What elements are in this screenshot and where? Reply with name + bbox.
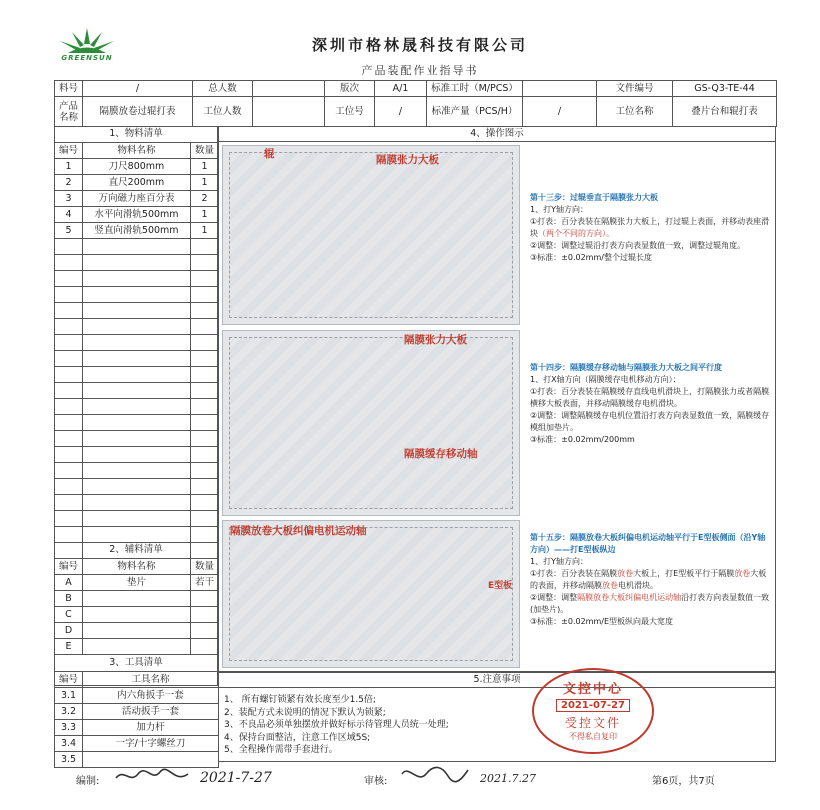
tools-cell: 3.5: [55, 752, 83, 768]
step13-line1: 1、打Y轴方向：: [530, 205, 588, 214]
materials-cell: 刀尺800mm: [83, 159, 191, 175]
step14-title: 第十四步：隔膜缓存移动轴与隔膜张力大板之间平行度: [530, 363, 722, 372]
table-row: [55, 704, 219, 720]
aux-cell: [83, 591, 191, 607]
assembly-photo-step13: [222, 145, 520, 325]
materials-cell: 1: [191, 223, 219, 239]
document-control-stamp: [532, 668, 654, 754]
step14-line2: ①打表：百分表装在隔膜缓存直线电机滑块上，打隔膜张力或者隔膜横移大板表面，并移动隔膜缓存电机滑块。: [530, 387, 770, 408]
note-item: 4、保持台面整洁，注意工作区域5S;: [224, 732, 371, 743]
step13-text: [530, 192, 770, 264]
step15-text-a: ①打表：百分表装在隔膜: [530, 569, 618, 578]
table-row: [55, 223, 219, 239]
materials-header-no: 编号: [55, 143, 83, 159]
callout-e-plate: E型板: [488, 581, 513, 591]
aux-cell: A: [55, 575, 83, 591]
step15-line3: [530, 592, 770, 616]
page-number: 第6页，共7页: [652, 776, 715, 787]
tools-cell: 3.4: [55, 736, 83, 752]
table-row: [55, 175, 219, 191]
tools-title: 3、工具清单: [109, 657, 163, 668]
materials-cell: 1: [191, 175, 219, 191]
photo-placeholder: [229, 337, 513, 509]
aux-cell: [191, 639, 219, 655]
materials-table: [54, 142, 219, 591]
stamp-top-text: 文控中心: [562, 682, 623, 697]
materials-cell: 竖直向滑轨500mm: [83, 223, 191, 239]
tools-header-no: 编号: [55, 672, 83, 688]
label-version: 版次: [325, 81, 375, 97]
step14-text: [530, 362, 770, 446]
materials-cell: 2: [191, 191, 219, 207]
materials-header-name: 物料名称: [83, 143, 191, 159]
assembly-photo-step14: [222, 330, 520, 516]
value-doc-no: GS-Q3-TE-44: [673, 81, 777, 97]
aux-header-no: 编号: [55, 559, 83, 575]
aux-header-name: 物料名称: [83, 559, 191, 575]
aux-cell: E: [55, 639, 83, 655]
value-part-no: /: [83, 81, 193, 97]
step13-title: 第十三步：过辊垂直于隔膜张力大板: [530, 193, 658, 202]
step14-line3: ②调整：调整隔膜缓存电机位置沿打表方向表显数值一致，隔膜缓存模组加垫片。: [530, 411, 770, 432]
callout-roller: 辊: [264, 148, 275, 160]
step13-line2-text: ①打表：百分表装在隔膜张力大板上，打过辊上表面，并移动表座滑块: [530, 217, 770, 238]
prepared-date: 2021-7-27: [200, 770, 272, 786]
materials-title: 1、物料清单: [109, 128, 163, 139]
label-total-staff: 总人数: [193, 81, 253, 97]
operations-title: 4、操作图示: [218, 127, 776, 142]
label-std-output: 标准产量（PCS/H）: [427, 97, 523, 127]
step15-line1: 1、打Y轴方向：: [530, 557, 588, 566]
tools-cell: 一字/十字螺丝刀: [83, 736, 219, 752]
stamp-date: 2021-07-27: [556, 699, 630, 712]
note-item: 3、不良品必须单独摆放并做好标示待管理人员统一处理;: [224, 720, 449, 730]
value-station-name: 叠片台和辊打表: [673, 97, 777, 127]
info-table: [54, 80, 777, 127]
table-row: [55, 736, 219, 752]
step15-line2: [530, 568, 770, 592]
aux-table: [54, 558, 219, 655]
materials-cell: 1: [55, 159, 83, 175]
value-product-name: 隔膜放卷过辊打表: [83, 97, 193, 127]
aux-title: 2、辅料清单: [109, 544, 163, 555]
aux-cell: 若干: [191, 575, 219, 591]
tools-cell: 活动扳手一套: [83, 704, 219, 720]
table-row: [55, 191, 219, 207]
value-total-staff: [253, 81, 325, 97]
review-label: 审核:: [364, 776, 388, 787]
step13-line2-highlight: （两个不同的方向）。: [538, 229, 614, 238]
step13-line2: [530, 216, 770, 240]
step13-line4: ③标准：±0.02mm/整个过辊长度: [530, 253, 652, 262]
step15-highlight-b: 放卷: [734, 569, 751, 578]
step14-line1: 1、打X轴方向（隔膜缓存电机移动方向）：: [530, 375, 681, 384]
tools-cell: 3.1: [55, 688, 83, 704]
table-row: [55, 623, 219, 639]
step15-text: [530, 532, 770, 628]
value-station-staff: [253, 97, 325, 127]
value-station-no: /: [375, 97, 427, 127]
document-title: 产品装配作业指导书: [361, 64, 479, 77]
assembly-photo-step15: [222, 520, 520, 668]
step15-title: 第十五步：隔膜放卷大板纠偏电机运动轴平行于E型板侧面（沿Y轴方向）——打E型板纵边: [530, 533, 766, 554]
tools-cell: 3.3: [55, 720, 83, 736]
aux-cell: 垫片: [83, 575, 191, 591]
photo-placeholder: [229, 527, 513, 661]
company-name: 深圳市格林晟科技有限公司: [311, 36, 528, 54]
table-row: [55, 575, 219, 591]
value-version: A/1: [375, 81, 427, 97]
value-std-time: [523, 81, 597, 97]
note-item: 2、装配方式未说明的情况下默认为锁紧;: [224, 707, 386, 718]
review-signature-icon: [398, 762, 470, 786]
step15-adjust-b: 沿打表方向表显数值一致(加垫片)。: [530, 593, 770, 614]
table-row: [55, 159, 219, 175]
step15-highlight-a: 放卷: [617, 569, 634, 578]
table-row: [55, 639, 219, 655]
materials-cell: 2: [55, 175, 83, 191]
aux-cell: [191, 607, 219, 623]
callout-unwind-axis: 隔膜放卷大板纠偏电机运动轴: [230, 525, 367, 537]
callout-tension-plate-2: 隔膜张力大板: [404, 334, 467, 346]
aux-cell: B: [55, 591, 83, 607]
step14-line4: ③标准：±0.02mm/200mm: [530, 435, 635, 444]
step15-highlight-c: 放卷: [602, 581, 618, 590]
prepared-label: 编制:: [76, 776, 100, 787]
step15-text-b: 大板上，打E型板平行于隔膜: [633, 569, 735, 578]
logo-text: GREENSUN: [61, 54, 113, 62]
materials-cell: 1: [191, 159, 219, 175]
label-station-staff: 工位人数: [193, 97, 253, 127]
notes-list: [224, 694, 544, 757]
step15-text-c: 大板的表面，并移动隔膜: [530, 569, 767, 590]
label-std-time: 标准工时（M/PCS）: [427, 81, 523, 97]
aux-cell: [83, 623, 191, 639]
tools-header-name: 工具名称: [83, 672, 219, 688]
label-product-name: 产品名称: [55, 97, 83, 127]
label-part-no: 料号: [55, 81, 83, 97]
company-logo: [52, 26, 122, 66]
materials-header-qty: 数量: [191, 143, 219, 159]
value-std-output: /: [523, 97, 597, 127]
aux-cell: [191, 591, 219, 607]
tools-cell: 加力杆: [83, 720, 219, 736]
prepared-signature-icon: [112, 764, 192, 788]
review-date: 2021.7.27: [480, 772, 536, 785]
aux-cell: C: [55, 607, 83, 623]
materials-cell: 4: [55, 207, 83, 223]
materials-cell: 5: [55, 223, 83, 239]
table-row: [55, 688, 219, 704]
aux-cell: D: [55, 623, 83, 639]
step13-line3: ②调整：调整过辊沿打表方向表显数值一致，调整过辊角度。: [530, 241, 746, 250]
table-row: [55, 591, 219, 607]
materials-cell: 1: [191, 207, 219, 223]
step15-text-d: 电机滑块。: [618, 581, 658, 590]
aux-cell: [83, 639, 191, 655]
note-item: 1、 所有螺钉锁紧有效长度至少1.5倍;: [224, 695, 376, 705]
stamp-mid-text: 受控文件: [564, 716, 621, 730]
materials-cell: 万向磁力座百分表: [83, 191, 191, 207]
step15-adjust-a: ②调整：调整: [530, 593, 578, 602]
table-row: [55, 207, 219, 223]
table-row: [55, 607, 219, 623]
table-row: [55, 720, 219, 736]
tools-cell: 3.2: [55, 704, 83, 720]
materials-cell: 水平向滑轨500mm: [83, 207, 191, 223]
step15-adjust-highlight: 隔膜放卷大板纠偏电机运动轴: [577, 593, 682, 602]
stamp-bottom-text: 不得私自复印: [569, 732, 617, 741]
note-item: 5、全程操作需带手套进行。: [224, 745, 338, 755]
photo-placeholder: [229, 152, 513, 318]
callout-tension-plate: 隔膜张力大板: [376, 154, 439, 166]
notes-title: 5.注意事项: [218, 673, 776, 688]
label-station-name: 工位名称: [597, 97, 673, 127]
tools-table: [54, 671, 219, 768]
aux-header-qty: 数量: [191, 559, 219, 575]
aux-cell: [191, 623, 219, 639]
tools-cell: 内六角扳手一套: [83, 688, 219, 704]
label-station-no: 工位号: [325, 97, 375, 127]
step15-line4: ③标准：±0.02mm/E型板纵向最大宽度: [530, 617, 674, 626]
callout-buffer-axis: 隔膜缓存移动轴: [404, 448, 478, 460]
label-doc-no: 文件编号: [597, 81, 673, 97]
materials-cell: 直尺200mm: [83, 175, 191, 191]
aux-cell: [83, 607, 191, 623]
materials-cell: 3: [55, 191, 83, 207]
